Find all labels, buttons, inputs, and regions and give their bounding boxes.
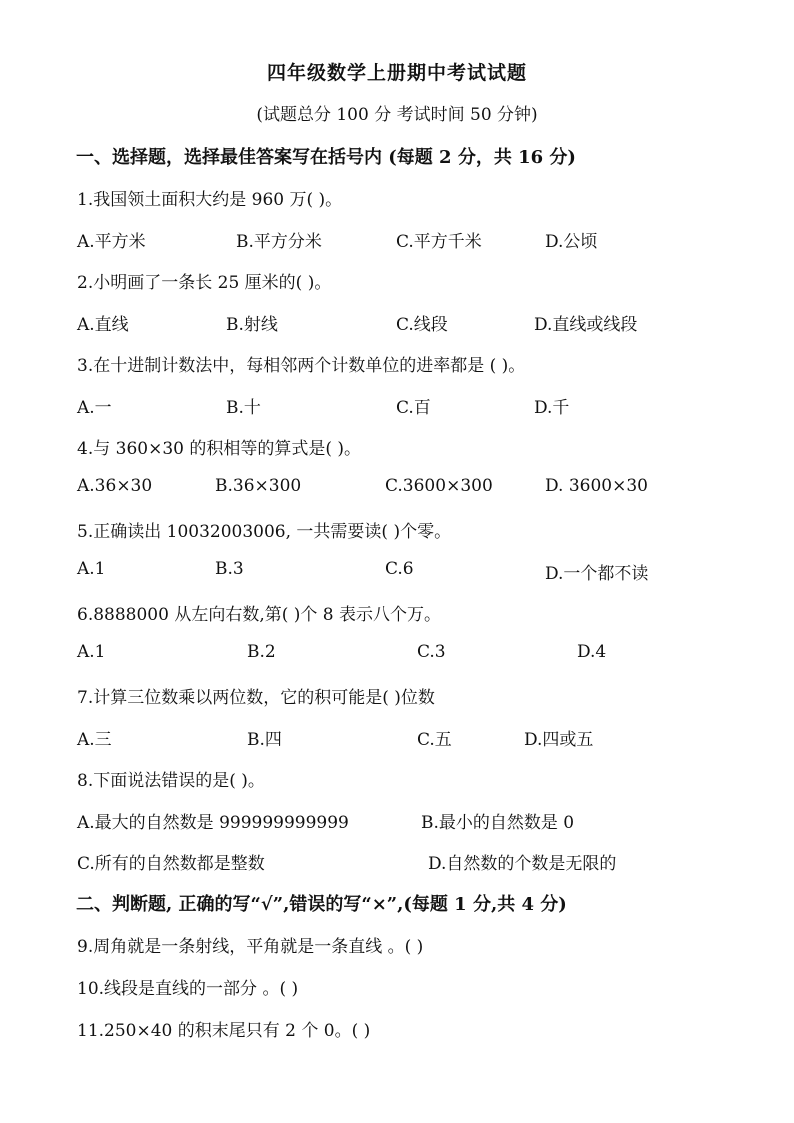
- option-7c: C.五: [417, 730, 452, 750]
- option-6b: B.2: [247, 642, 276, 662]
- question-4: 4.与 360×30 的积相等的算式是( )。: [77, 439, 362, 459]
- section-heading-choice: 一、选择题，选择最佳答案写在括号内 (每题 2 分，共 16 分): [76, 147, 576, 168]
- question-10: 10.线段是直线的一部分 。( ): [77, 979, 299, 999]
- option-6a: A.1: [77, 642, 106, 662]
- option-4d: D. 3600×30: [545, 476, 648, 496]
- question-11: 11.250×40 的积末尾只有 2 个 0。( ): [77, 1021, 371, 1041]
- option-1b: B.平方分米: [236, 232, 322, 252]
- section-heading-judgment: 二、判断题, 正确的写“√”,错误的写“×”,(每题 1 分,共 4 分): [76, 894, 567, 915]
- option-4c: C.3600×300: [385, 476, 493, 496]
- option-1d: D.公顷: [545, 232, 598, 252]
- question-1: 1.我国领土面积大约是 960 万( )。: [77, 190, 343, 210]
- question-3: 3.在十进制计数法中，每相邻两个计数单位的进率都是 ( )。: [77, 356, 526, 376]
- page-subtitle: (试题总分 100 分 考试时间 50 分钟): [256, 105, 538, 125]
- option-1a: A.平方米: [77, 232, 146, 252]
- option-2a: A.直线: [77, 315, 129, 335]
- option-5d: D.一个都不读: [545, 564, 649, 584]
- option-8c: C.所有的自然数都是整数: [77, 854, 265, 874]
- option-4b: B.36×300: [215, 476, 302, 496]
- option-7a: A.三: [77, 730, 112, 750]
- option-7b: B.四: [247, 730, 282, 750]
- option-5a: A.1: [77, 559, 106, 579]
- option-3c: C.百: [396, 398, 431, 418]
- option-3a: A.一: [77, 398, 112, 418]
- option-7d: D.四或五: [524, 730, 594, 750]
- option-2d: D.直线或线段: [534, 315, 638, 335]
- option-3b: B.十: [226, 398, 261, 418]
- option-2b: B.射线: [226, 315, 278, 335]
- question-8: 8.下面说法错误的是( )。: [77, 771, 265, 791]
- option-3d: D.千: [534, 398, 570, 418]
- option-5c: C.6: [385, 559, 414, 579]
- question-2: 2.小明画了一条长 25 厘米的( )。: [77, 273, 332, 293]
- page-title: 四年级数学上册期中考试试题: [266, 62, 527, 84]
- option-8d: D.自然数的个数是无限的: [428, 854, 617, 874]
- question-6: 6.8888000 从左向右数,第( )个 8 表示八个万。: [77, 605, 442, 625]
- option-5b: B.3: [215, 559, 244, 579]
- question-7: 7.计算三位数乘以两位数，它的积可能是( )位数: [77, 688, 435, 708]
- option-6c: C.3: [417, 642, 446, 662]
- question-5: 5.正确读出 10032003006, 一共需要读( )个零。: [77, 522, 452, 542]
- option-8a: A.最大的自然数是 999999999999: [77, 813, 349, 833]
- option-1c: C.平方千米: [396, 232, 482, 252]
- option-4a: A.36×30: [77, 476, 153, 496]
- question-9: 9.周角就是一条射线，平角就是一条直线 。( ): [77, 937, 424, 957]
- option-2c: C.线段: [396, 315, 448, 335]
- option-6d: D.4: [577, 642, 607, 662]
- option-8b: B.最小的自然数是 0: [421, 813, 575, 833]
